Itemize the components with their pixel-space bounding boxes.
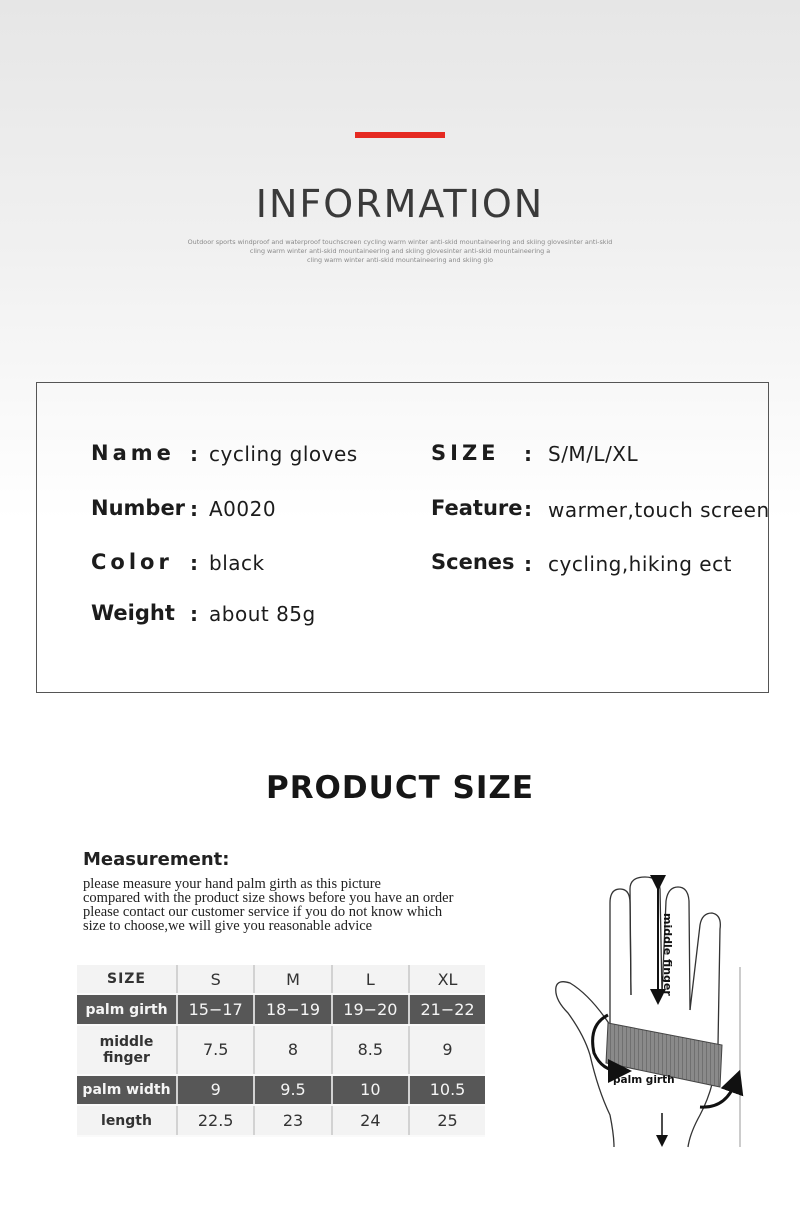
size-value: S/M/L/XL: [548, 442, 639, 466]
table-cell: 18−19: [254, 994, 331, 1025]
table-header-cell: S: [177, 965, 254, 994]
accent-bar: [355, 132, 445, 138]
feature-label: Feature: [431, 496, 523, 520]
measurement-text: [83, 877, 563, 933]
scenes-label: Scenes: [431, 550, 515, 574]
product-size-title: PRODUCT SIZE: [265, 770, 535, 806]
table-cell: 19−20: [332, 994, 409, 1025]
measurement-line: please measure your hand palm girth as this picture: [83, 876, 381, 892]
table-cell: 23: [254, 1105, 331, 1136]
table-cell: 22.5: [177, 1105, 254, 1136]
table-cell: 7.5: [177, 1025, 254, 1075]
table-cell: 10: [332, 1075, 409, 1106]
table-row: [77, 1025, 485, 1075]
colon: :: [524, 442, 532, 466]
colon: :: [190, 442, 198, 466]
colon: :: [524, 552, 532, 576]
colon: :: [190, 551, 198, 575]
table-header-cell: M: [254, 965, 331, 994]
row-label-middle-finger: middle finger: [77, 1025, 177, 1075]
table-cell: 8: [254, 1025, 331, 1075]
feature-value: warmer,touch screen: [548, 498, 770, 522]
number-value: A0020: [209, 497, 277, 521]
table-cell: 9: [177, 1075, 254, 1106]
table-row: [77, 1075, 485, 1106]
colon: :: [190, 497, 198, 521]
table-cell: 9.5: [254, 1075, 331, 1106]
table-cell: 8.5: [332, 1025, 409, 1075]
measurement-line: size to choose,we will give you reasonable advice: [83, 918, 373, 934]
table-cell: 15−17: [177, 994, 254, 1025]
measurement-title: Measurement:: [83, 849, 230, 870]
palm-girth-label: palm girth: [613, 1074, 675, 1086]
table-row: [77, 1105, 485, 1136]
color-value: black: [209, 551, 265, 575]
table-header-cell: SIZE: [77, 965, 177, 994]
name-value: cycling gloves: [209, 442, 358, 466]
info-box: [36, 382, 769, 693]
table-cell: 10.5: [409, 1075, 485, 1106]
weight-label: Weight: [91, 601, 175, 625]
page-title: INFORMATION: [255, 182, 545, 226]
size-label: SIZE: [431, 441, 500, 465]
subtitle-line: Outdoor sports windproof and waterproof touchscreen cycling warm winter anti-skid mountaineering and skiing glovesinter anti-skid: [187, 238, 613, 246]
measurement-line: please contact our customer service if you do not know which: [83, 904, 443, 920]
table-cell: 9: [409, 1025, 485, 1075]
table-header-row: [77, 965, 485, 994]
color-label: Color: [91, 550, 173, 574]
subtitle-line: cling warm winter anti-skid mountaineering and skiing glo: [306, 256, 494, 264]
table-cell: 21−22: [409, 994, 485, 1025]
hand-measurement-diagram: [550, 875, 775, 1150]
row-label-palm-girth: palm girth: [77, 994, 177, 1025]
number-label: Number: [91, 496, 186, 520]
scenes-value: cycling,hiking ect: [548, 552, 732, 576]
table-header-cell: XL: [409, 965, 485, 994]
row-label-length: length: [77, 1105, 177, 1136]
table-header-cell: L: [332, 965, 409, 994]
colon: :: [190, 602, 198, 626]
colon: :: [524, 497, 532, 521]
middle-finger-label: middle finger: [661, 913, 674, 996]
subtitle-line: cling warm winter anti-skid mountaineering and skiing glovesinter anti-skid mountaineering a: [249, 247, 551, 255]
name-label: Name: [91, 441, 175, 465]
row-label-palm-width: palm width: [77, 1075, 177, 1106]
table-row: [77, 994, 485, 1025]
measurement-line: compared with the product size shows before you have an order: [83, 890, 454, 906]
weight-value: about 85g: [209, 602, 316, 626]
table-cell: 24: [332, 1105, 409, 1136]
table-cell: 25: [409, 1105, 485, 1136]
page-subtitle: [160, 238, 640, 265]
size-table: [77, 965, 485, 1137]
